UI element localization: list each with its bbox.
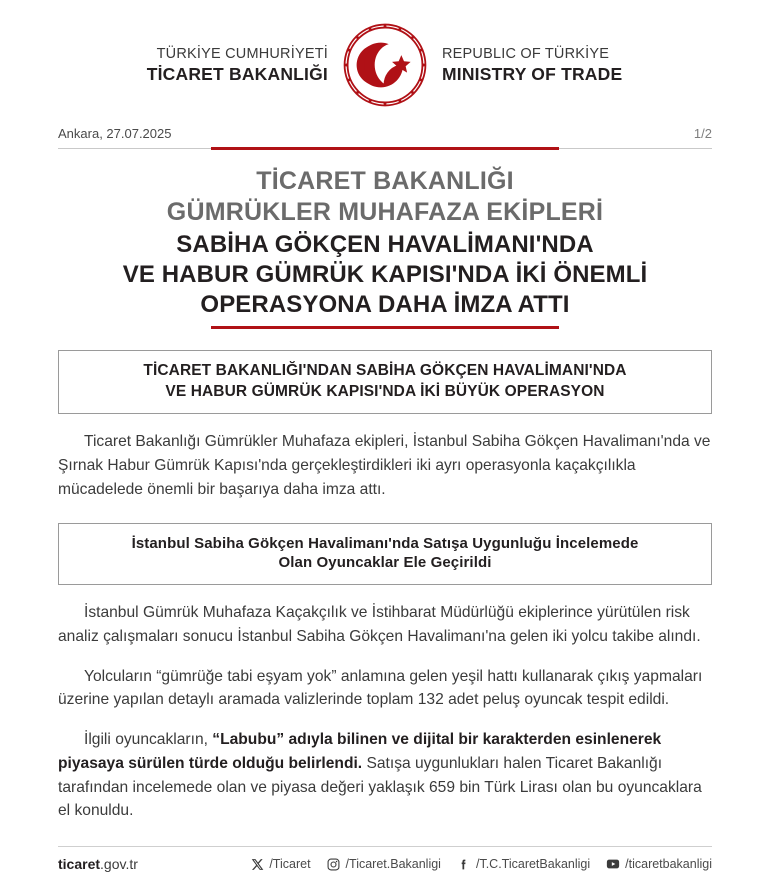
last-paragraph-prefix: İlgili oyuncakların, xyxy=(84,730,213,748)
social-link-facebook[interactable] xyxy=(457,857,590,871)
social-link-instagram[interactable] xyxy=(327,857,441,871)
headline-line-5: OPERASYONA DAHA İMZA ATTI xyxy=(200,290,570,318)
headline-line-2: GÜMRÜKLER MUHAFAZA EKİPLERİ xyxy=(166,197,604,226)
header-left-text xyxy=(96,46,328,85)
x-twitter-icon xyxy=(250,857,264,871)
subhead-box-2-line-2: Olan Oyuncaklar Ele Geçirildi xyxy=(278,554,492,572)
social-links xyxy=(250,857,712,871)
social-label-youtube: /ticaretbakanligi xyxy=(625,857,712,871)
social-label-instagram: /Ticaret.Bakanligi xyxy=(345,857,441,871)
header-left-line2: TİCARET BAKANLIĞI xyxy=(146,63,328,84)
footer-website-strong: ticaret xyxy=(58,856,101,872)
last-paragraph-suffix: Satışa uygunlukları halen Ticaret Bakanlığı tarafından incelemede olan ve piyasa değeri yaklaşık 659 bin Türk Lirası olan bu oyuncaklara el konuldu. xyxy=(58,754,702,820)
accent-rule-bottom xyxy=(211,326,559,329)
page-title xyxy=(58,166,712,319)
youtube-icon xyxy=(606,857,620,871)
social-link-x[interactable] xyxy=(250,857,310,871)
headline-line-1: TİCARET BAKANLIĞI xyxy=(256,167,514,195)
body-paragraph-1: İstanbul Gümrük Muhafaza Kaçakçılık ve İstihbarat Müdürlüğü ekiplerince yürütülen risk analiz çalışmaları sonucu İstanbul Sabiha Gökçen Havalimanı'na gelen iki yolcu takibe alındı. xyxy=(58,604,701,646)
social-label-facebook: /T.C.TicaretBakanligi xyxy=(475,857,591,871)
turkish-state-emblem-icon xyxy=(342,22,428,108)
headline-line-4: VE HABUR GÜMRÜK KAPISI'NDA İKİ ÖNEMLİ xyxy=(122,260,648,288)
subhead-box-2-line-1: İstanbul Sabiha Gökçen Havalimanı'nda Satışa Uygunluğu İncelemede xyxy=(131,534,639,552)
intro-paragraph: Ticaret Bakanlığı Gümrükler Muhafaza ekipleri, İstanbul Sabiha Gökçen Havalimanı'nda ve Şırnak Habur Gümrük Kapısı'nda gerçekleştirdikleri iki ayrı operasyonla kaçakçılıkla mücadelede önemli bir başarıya daha imza attı. xyxy=(58,433,711,498)
subhead-box-1-line-2: VE HABUR GÜMRÜK KAPISI'NDA İKİ BÜYÜK OPERASYON xyxy=(165,382,605,400)
footer-website-rest: .gov.tr xyxy=(100,856,138,872)
document-header xyxy=(58,0,712,108)
header-right-line1: REPUBLIC OF TÜRKİYE xyxy=(442,45,610,62)
header-left-line1: TÜRKİYE CUMHURİYETİ xyxy=(156,45,328,62)
social-link-youtube[interactable] xyxy=(606,857,712,871)
body-paragraph-2: Yolcuların “gümrüğe tabi eşyam yok” anlamına gelen yeşil hattı kullanarak çıkış yapmaları üzerine yapılan detaylı aramada valizlerinde toplam 132 adet peluş oyuncak tespit edildi. xyxy=(58,667,703,709)
header-right-line2: MINISTRY OF TRADE xyxy=(442,63,623,84)
subhead-box-1 xyxy=(58,350,712,414)
facebook-icon xyxy=(457,857,471,871)
accent-rule-top xyxy=(211,147,559,150)
headline-line-3: SABİHA GÖKÇEN HAVALİMANI'NDA xyxy=(176,231,594,258)
page-number: 1/2 xyxy=(693,126,712,141)
footer-divider xyxy=(58,846,712,847)
last-paragraph-emphasis: “Labubu” adıyla bilinen ve dijital bir karakterden esinlenerek piyasaya sürülen türde olduğu belirlendi. xyxy=(58,730,662,772)
document-date: Ankara, 27.07.2025 xyxy=(58,126,172,141)
header-right-text xyxy=(442,46,674,85)
subhead-box-2 xyxy=(58,523,712,586)
subhead-box-1-line-1: TİCARET BAKANLIĞI'NDAN SABİHA GÖKÇEN HAVALİMANI'NDA xyxy=(143,362,627,380)
document-footer xyxy=(58,846,712,872)
document-meta xyxy=(58,126,712,148)
body-paragraph-3 xyxy=(58,728,712,823)
instagram-icon xyxy=(327,857,341,871)
footer-website[interactable] xyxy=(58,856,138,872)
social-label-x: /Ticaret xyxy=(269,857,311,871)
